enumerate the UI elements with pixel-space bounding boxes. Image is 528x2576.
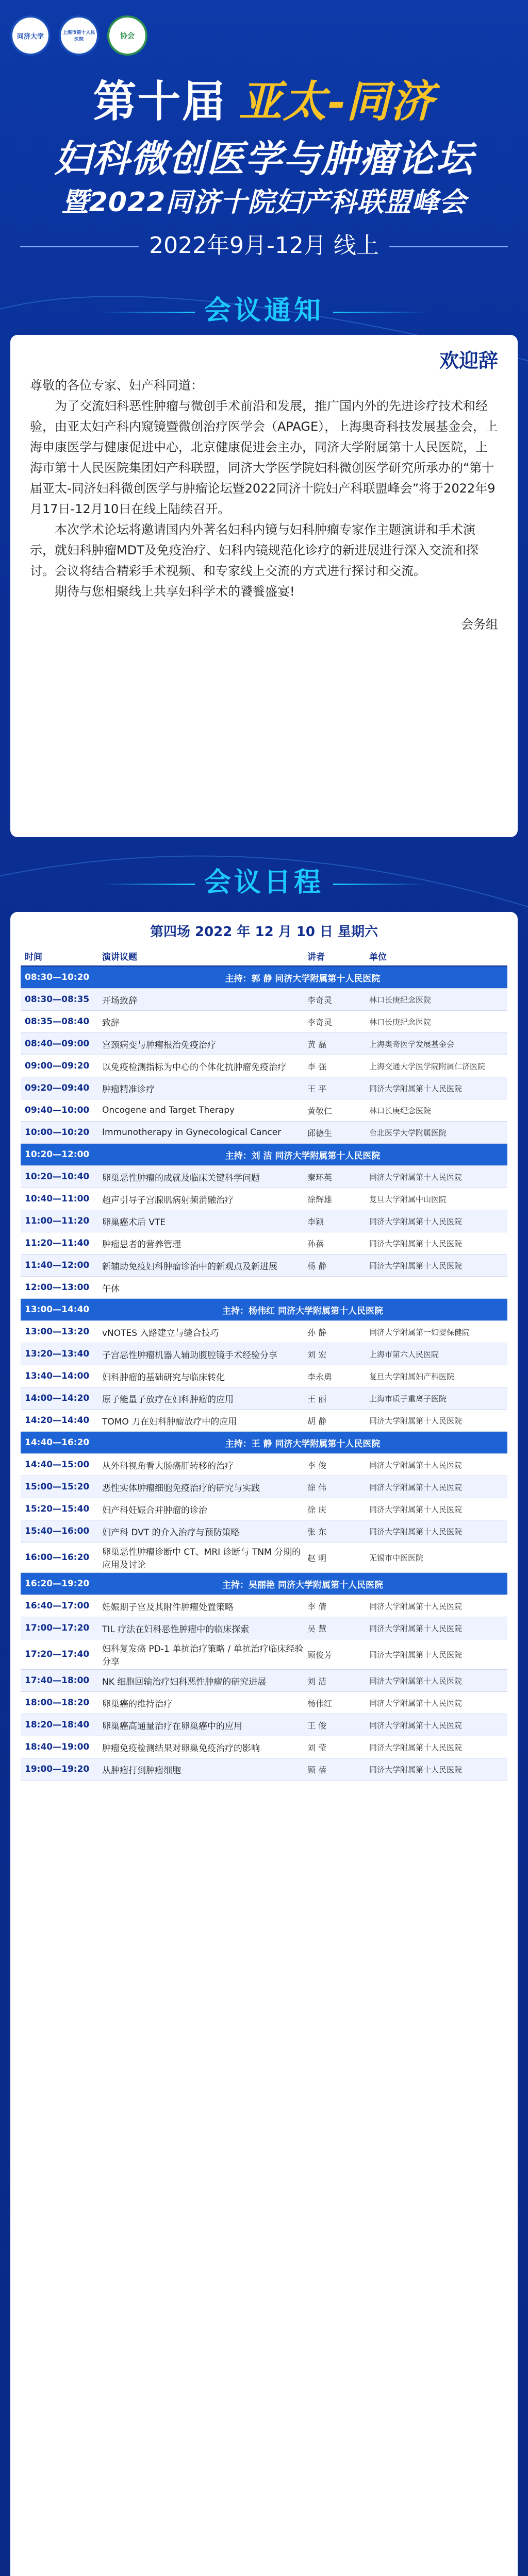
talk-speaker: 李奇灵 [307, 1017, 333, 1027]
talk-topic: Oncogene and Target Therapy [102, 1105, 235, 1115]
talk-time: 09:20—09:40 [25, 1083, 90, 1093]
talk-speaker: 徐辉雄 [307, 1194, 333, 1205]
schedule-row [21, 1520, 507, 1543]
talk-affiliation: 同济大学附属第十人民医院 [369, 1239, 463, 1248]
talk-affiliation: 上海市质子重离子医院 [369, 1394, 447, 1403]
welcome-paragraph-1: 为了交流妇科恶性肿瘤与微创手术前沿和发展，推广国内外的先进诊疗技术和经验，由亚太妇产科内窥镜暨微创治疗医学会（APAGE），上海奥奇科技发展基金会，上海申康医学与健康促进中心，北京健康促进会主办，同济大学附属第十人民医院，上海市第十人民医院集团妇产科联盟，同济大学医学院妇科微创医学研究所承办的“第十届亚太-同济妇科微创医学与肿瘤论坛暨2022同济十院妇产科联盟峰会”将于2022年9月17日-12月10日在线上陆续召开。 [30, 399, 498, 516]
title-line-2: 妇科微创医学与肿瘤论坛 [54, 137, 474, 180]
talk-speaker: 王 平 [307, 1083, 327, 1094]
schedule-row [21, 989, 507, 1011]
title-bar-left [102, 312, 195, 313]
session-chair: 主持：吴丽艳 同济大学附属第十人民医院 [222, 1580, 383, 1590]
session-time: 10:20—12:00 [25, 1149, 90, 1160]
talk-topic: 妇科复发癌 PD-1 单抗治疗策略 / 单抗治疗临床经验分享 [102, 1644, 304, 1667]
talk-speaker: 徐 伟 [307, 1482, 327, 1493]
talk-time: 09:40—10:00 [25, 1105, 90, 1115]
talk-speaker: 孙 静 [307, 1327, 327, 1337]
schedule-row [21, 1321, 507, 1343]
session-chair: 主持：郭 静 同济大学附属第十人民医院 [225, 973, 381, 984]
schedule-row [21, 1210, 507, 1232]
talk-speaker: 王 俊 [307, 1720, 327, 1731]
talk-affiliation: 同济大学附属第十人民医院 [369, 1676, 463, 1686]
schedule-row [21, 1617, 507, 1639]
talk-affiliation: 同济大学附属第十人民医院 [369, 1765, 463, 1774]
talk-time: 14:20—14:40 [25, 1415, 90, 1426]
talk-topic: 肿瘤精准诊疗 [102, 1084, 155, 1095]
talk-topic: NK 细胞回输治疗妇科恶性肿瘤的研究进展 [102, 1676, 267, 1687]
title-bar-left [102, 884, 195, 885]
schedule-day-title: 第四场 2022 年 12 月 10 日 星期六 [150, 924, 378, 940]
talk-affiliation: 同济大学附属第十人民医院 [369, 1172, 463, 1182]
talk-time: 09:00—09:20 [25, 1061, 90, 1071]
talk-speaker: 黄 磊 [307, 1039, 327, 1049]
talk-time: 10:40—11:00 [25, 1194, 90, 1204]
talk-time: 15:00—15:20 [25, 1482, 90, 1492]
schedule-row [21, 1099, 507, 1122]
talk-time: 10:20—10:40 [25, 1172, 90, 1182]
talk-speaker: 胡 静 [307, 1416, 327, 1426]
session-chair-row [21, 967, 507, 989]
schedule-row [21, 1365, 507, 1387]
talk-speaker: 李永勇 [307, 1371, 333, 1382]
talk-time: 13:40—14:00 [25, 1371, 90, 1381]
signature: 会务组 [461, 617, 498, 632]
session-chair-row [21, 1573, 507, 1595]
col-topic: 演讲议题 [102, 952, 137, 962]
schedule-row [21, 1277, 507, 1299]
notice-title-text: 会议通知 [204, 295, 324, 326]
schedule-row [21, 1692, 507, 1714]
talk-time: 17:00—17:20 [25, 1623, 90, 1633]
title-line-1 [0, 67, 528, 129]
title-brand: 亚太-同济 [238, 76, 435, 127]
tongji-logo: 同济大学 [10, 15, 51, 56]
session-chair: 主持：刘 洁 同济大学附属第十人民医院 [225, 1150, 381, 1161]
talk-affiliation: 同济大学附属第十人民医院 [369, 1527, 463, 1536]
session-time: 13:00—14:40 [25, 1304, 90, 1315]
talk-topic: 恶性实体肿瘤细胞免疫治疗的研究与实践 [102, 1483, 260, 1494]
talk-speaker: 张 东 [307, 1527, 327, 1537]
talk-time: 11:00—11:20 [25, 1216, 90, 1226]
talk-affiliation: 无锡市中医医院 [369, 1553, 424, 1563]
talk-affiliation: 林口长庚纪念医院 [369, 1106, 432, 1115]
talk-speaker: 李 俊 [307, 1460, 327, 1470]
welcome-card [10, 335, 518, 837]
schedule-row [21, 1410, 507, 1432]
col-affiliation: 单位 [369, 952, 387, 962]
talk-time: 12:00—13:00 [25, 1282, 90, 1293]
talk-time: 10:00—10:20 [25, 1127, 90, 1138]
talk-speaker: 徐 庆 [307, 1504, 327, 1515]
talk-time: 16:00—16:20 [25, 1552, 90, 1563]
talk-time: 15:20—15:40 [25, 1504, 90, 1514]
talk-topic: vNOTES 入路建立与缝合技巧 [102, 1328, 219, 1338]
talk-speaker: 李颖 [307, 1216, 324, 1227]
talk-speaker: 顾 蓓 [307, 1765, 327, 1775]
talk-affiliation: 同济大学附属第十人民医院 [369, 1742, 463, 1752]
talk-affiliation: 同济大学附属第十人民医院 [369, 1261, 463, 1270]
talk-speaker: 孙蓓 [307, 1239, 324, 1249]
talk-topic: 妊娠期子宫及其附件肿瘤处置策略 [102, 1602, 234, 1613]
talk-time: 15:40—16:00 [25, 1526, 90, 1536]
talk-speaker: 邱德生 [307, 1128, 333, 1138]
schedule-column-header [21, 946, 507, 967]
talk-speaker: 黄敬仁 [307, 1106, 333, 1116]
schedule-rows [21, 967, 507, 1781]
session-time: 16:20—19:20 [25, 1579, 90, 1589]
schedule-row [21, 1077, 507, 1099]
talk-time: 14:00—14:20 [25, 1393, 90, 1403]
talk-topic: 卵巢癌高通量治疗在卵巢癌中的应用 [102, 1721, 242, 1732]
talk-topic: 妇产科妊娠合并肿瘤的诊治 [102, 1505, 207, 1516]
talk-speaker: 刘 莹 [307, 1742, 327, 1753]
title-ordinal: 第十届 [93, 76, 226, 127]
talk-speaker: 李 倩 [307, 1601, 327, 1612]
talk-affiliation: 上海交通大学医学院附属仁济医院 [369, 1061, 486, 1071]
talk-affiliation: 同济大学附属第十人民医院 [369, 1482, 463, 1492]
schedule-row [21, 1476, 507, 1498]
talk-affiliation: 复旦大学附属中山医院 [369, 1194, 447, 1204]
session-chair-row [21, 1432, 507, 1454]
talk-topic: Immunotherapy in Gynecological Cancer [102, 1127, 282, 1138]
hospital-logo: 上海市第十人民医院 [59, 15, 99, 56]
talk-speaker: 顾俊芳 [307, 1650, 333, 1660]
talk-topic: 肿瘤免疫检测结果对卵巢免疫治疗的影响 [102, 1743, 260, 1754]
talk-topic: 从外科视角看大肠癌肝转移的治疗 [102, 1461, 234, 1471]
schedule-row [21, 1122, 507, 1144]
talk-time: 17:20—17:40 [25, 1649, 90, 1659]
talk-affiliation: 复旦大学附属妇产科医院 [369, 1371, 455, 1381]
talk-topic: TIL 疗法在妇科恶性肿瘤中的临床探索 [102, 1624, 250, 1635]
talk-time: 11:20—11:40 [25, 1238, 90, 1248]
col-speaker: 讲者 [307, 952, 325, 962]
talk-time: 18:20—18:40 [25, 1720, 90, 1730]
col-time: 时间 [25, 952, 42, 962]
talk-time: 13:00—13:20 [25, 1327, 90, 1337]
notice-section-title [0, 289, 528, 327]
welcome-paragraph-2: 本次学术论坛将邀请国内外著名妇科内镜与妇科肿瘤专家作主题演讲和手术演示，就妇科肿瘤MDT及免疫治疗、妇科内镜规范化诊疗的新进展进行深入交流和探讨。会议将结合精彩手术视频、和专家线上交流的方式进行探讨和交流。 [30, 522, 478, 578]
talk-topic: 新辅助免疫妇科肿瘤诊治中的新观点及新进展 [102, 1261, 277, 1272]
talk-time: 18:40—19:00 [25, 1742, 90, 1752]
talk-time: 14:40—15:00 [25, 1460, 90, 1470]
schedule-row [21, 1543, 507, 1573]
talk-affiliation: 同济大学附属第十人民医院 [369, 1601, 463, 1611]
title-line-3: 暨2022同济十院妇产科联盟峰会 [61, 187, 467, 218]
date-band [0, 227, 528, 260]
talk-affiliation: 同济大学附属第十人民医院 [369, 1460, 463, 1470]
schedule-card [10, 912, 518, 2576]
talk-time: 08:35—08:40 [25, 1016, 90, 1027]
schedule-row [21, 1255, 507, 1277]
schedule-row [21, 1670, 507, 1692]
schedule-row [21, 1758, 507, 1781]
logo-group [10, 15, 147, 56]
session-chair: 主持：王 静 同济大学附属第十人民医院 [225, 1438, 381, 1449]
session-chair-row [21, 1299, 507, 1321]
talk-topic: 子宫恶性肿瘤机器人辅助腹腔镜手术经验分享 [102, 1350, 277, 1361]
talk-topic: 午休 [102, 1283, 120, 1294]
talk-topic: 超声引导子宫腺肌病射频消融治疗 [102, 1195, 234, 1206]
talk-speaker: 刘 宏 [307, 1349, 327, 1360]
title-bar-right [333, 884, 426, 885]
talk-speaker: 王 丽 [307, 1394, 327, 1404]
schedule-row [21, 1714, 507, 1736]
divider-right [389, 246, 508, 247]
talk-time: 17:40—18:00 [25, 1675, 90, 1686]
talk-time: 11:40—12:00 [25, 1260, 90, 1270]
talk-speaker: 杨 静 [307, 1261, 327, 1271]
talk-time: 08:40—09:00 [25, 1039, 90, 1049]
session-time: 14:40—16:20 [25, 1437, 90, 1448]
talk-time: 19:00—19:20 [25, 1764, 90, 1774]
talk-affiliation: 上海市第六人民医院 [369, 1349, 439, 1359]
talk-affiliation: 同济大学附属第十人民医院 [369, 1504, 463, 1514]
talk-topic: 致辞 [102, 1018, 120, 1028]
divider-left [20, 246, 139, 247]
talk-topic: 宫颈病变与肿瘤根治免疫治疗 [102, 1040, 216, 1050]
session-time: 08:30—10:20 [25, 972, 90, 982]
schedule-row [21, 1639, 507, 1670]
welcome-paragraph-3: 期待与您相聚线上共享妇科学术的饕餮盛宴! [55, 584, 295, 599]
schedule-row [21, 1595, 507, 1617]
talk-affiliation: 林口长庚纪念医院 [369, 1017, 432, 1027]
talk-affiliation: 同济大学附属第一妇婴保健院 [369, 1327, 470, 1337]
talk-time: 08:30—08:35 [25, 994, 90, 1005]
session-chair-row [21, 1144, 507, 1166]
talk-speaker: 刘 洁 [307, 1676, 327, 1686]
schedule-row [21, 1055, 507, 1077]
talk-speaker: 李 强 [307, 1061, 327, 1072]
schedule-row [21, 1188, 507, 1210]
schedule-row [21, 1343, 507, 1365]
talk-topic: 卵巢恶性肿瘤的成就及临床关键科学问题 [102, 1173, 260, 1183]
talk-time: 13:20—13:40 [25, 1349, 90, 1359]
talk-time: 16:40—17:00 [25, 1601, 90, 1611]
talk-topic: 妇产科 DVT 的介入治疗与预防策略 [102, 1527, 240, 1538]
talk-topic: 肿瘤患者的营养管理 [102, 1239, 181, 1250]
schedule-row [21, 1736, 507, 1758]
association-logo: 协会 [107, 15, 147, 56]
talk-affiliation: 同济大学附属第十人民医院 [369, 1083, 463, 1093]
talk-time: 18:00—18:20 [25, 1698, 90, 1708]
talk-affiliation: 林口长庚纪念医院 [369, 995, 432, 1005]
talk-topic: 原子能量子放疗在妇科肿瘤的应用 [102, 1394, 234, 1405]
schedule-row [21, 1454, 507, 1476]
schedule-section-title [0, 860, 528, 899]
schedule-row [21, 1232, 507, 1255]
schedule-row [21, 1166, 507, 1188]
talk-affiliation: 同济大学附属第十人民医院 [369, 1216, 463, 1226]
talk-affiliation: 同济大学附属第十人民医院 [369, 1416, 463, 1426]
talk-speaker: 杨伟红 [307, 1698, 333, 1708]
talk-speaker: 吴 慧 [307, 1623, 327, 1634]
schedule-title-text: 会议日程 [204, 867, 324, 898]
talk-speaker: 李奇灵 [307, 995, 333, 1005]
talk-topic: 从肿瘤打到肿瘤细胞 [102, 1765, 181, 1776]
talk-affiliation: 上海奥奇医学发展基金会 [369, 1039, 455, 1049]
talk-topic: 妇科肿瘤的基础研究与临床转化 [102, 1372, 225, 1383]
schedule-row [21, 1498, 507, 1520]
talk-topic: 以免疫检测指标为中心的个体化抗肿瘤免疫治疗 [102, 1062, 286, 1073]
talk-affiliation: 同济大学附属第十人民医院 [369, 1623, 463, 1633]
talk-topic: 卵巢恶性肿瘤诊断中 CT、MRI 诊断与 TNM 分期的应用及讨论 [102, 1547, 301, 1570]
schedule-row [21, 1033, 507, 1055]
talk-affiliation: 台北医学大学附属医院 [369, 1128, 447, 1138]
event-date: 2022年9月-12月 线上 [149, 232, 379, 259]
talk-topic: 卵巢癌的维持治疗 [102, 1699, 172, 1709]
schedule-row [21, 1011, 507, 1033]
talk-affiliation: 同济大学附属第十人民医院 [369, 1698, 463, 1708]
talk-affiliation: 同济大学附属第十人民医院 [369, 1650, 463, 1659]
greeting: 尊敬的各位专家、妇产科同道： [30, 378, 203, 393]
session-chair: 主持：杨伟红 同济大学附属第十人民医院 [222, 1306, 383, 1316]
talk-speaker: 秦环英 [307, 1172, 333, 1182]
talk-topic: 卵巢癌术后 VTE [102, 1217, 166, 1228]
talk-topic: TOMO 刀在妇科肿瘤放疗中的应用 [102, 1416, 237, 1427]
talk-speaker: 赵 明 [307, 1553, 327, 1563]
title-bar-right [333, 312, 426, 313]
talk-topic: 开场致辞 [102, 995, 137, 1006]
talk-affiliation: 同济大学附属第十人民医院 [369, 1720, 463, 1730]
welcome-title: 欢迎辞 [439, 349, 498, 372]
schedule-row [21, 1387, 507, 1410]
